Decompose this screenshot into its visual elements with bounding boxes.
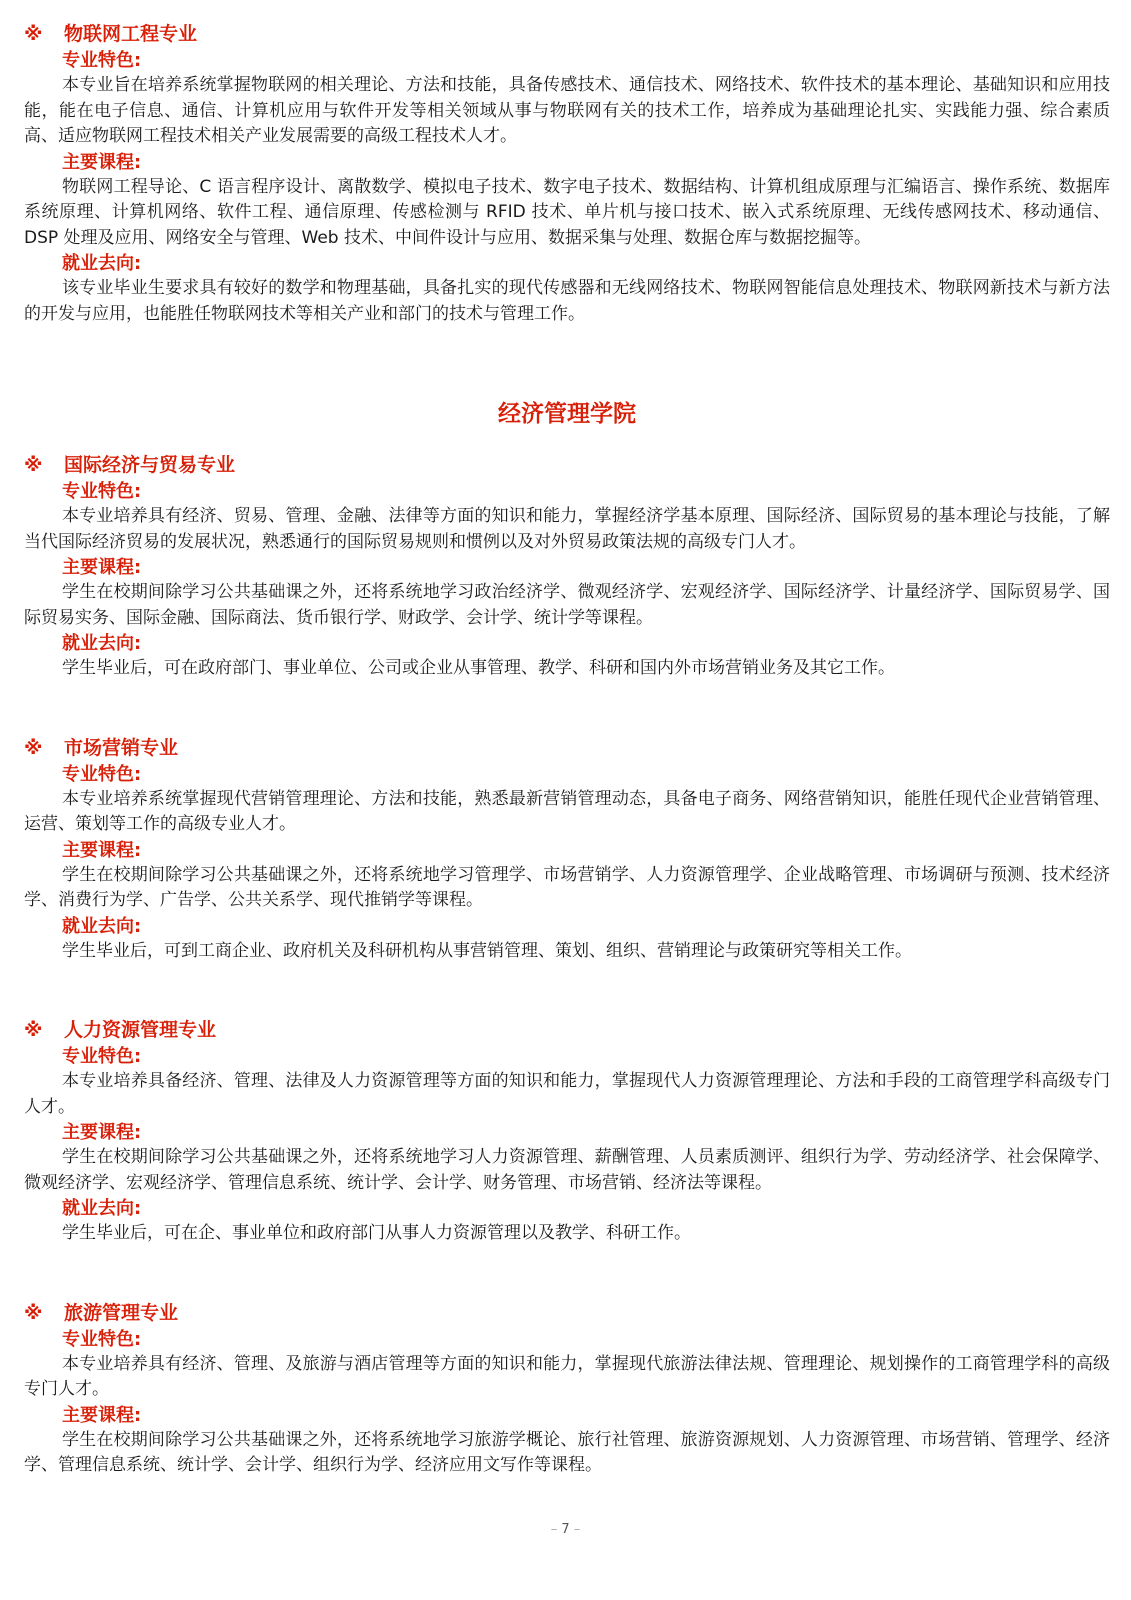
feature-label: 专业特色: [62,1046,142,1067]
career-label: 就业去向: [62,1198,142,1219]
career-text: 学生毕业后，可在政府部门、事业单位、公司或企业从事管理、教学、科研和国内外市场营销业务及其它工作。 [62,658,895,678]
major-name: 国际经济与贸易专业 [64,454,236,476]
career-text: 学生毕业后，可在企、事业单位和政府部门从事人力资源管理以及教学、科研工作。 [62,1223,691,1243]
major-name: 人力资源管理专业 [64,1019,217,1041]
major-title [24,451,1110,479]
courses-text: 学生在校期间除学习公共基础课之外，还将系统地学习旅游学概论、旅行社管理、旅游资源规划、人力资源管理、市场营销、管理学、经济学、管理信息系统、统计学、会计学、组织行为学、经济应用文写作等课程。 [24,1429,1110,1475]
career-label: 就业去向: [62,253,142,274]
major-human-resources [24,1016,1110,1247]
courses-text: 学生在校期间除学习公共基础课之外，还将系统地学习人力资源管理、薪酬管理、人员素质测评、组织行为学、劳动经济学、社会保障学、微观经济学、宏观经济学、管理信息系统、统计学、会计学、财务管理、市场营销、经济法等课程。 [24,1147,1110,1193]
reference-mark: ※ [24,736,43,759]
feature-text: 本专业培养具有经济、贸易、管理、金融、法律等方面的知识和能力，掌握经济学基本原理、国际经济、国际贸易的基本理论与技能，了解当代国际经济贸易的发展状况，熟悉通行的国际贸易规则和惯例以及对外贸易政策法规的高级专门人才。 [24,506,1110,552]
major-name: 物联网工程专业 [64,23,198,45]
feature-text: 本专业培养具有经济、管理、及旅游与酒店管理等方面的知识和能力，掌握现代旅游法律法规、管理理论、规划操作的工商管理学科的高级专门人才。 [24,1353,1110,1399]
courses-text: 学生在校期间除学习公共基础课之外，还将系统地学习政治经济学、微观经济学、宏观经济学、国际经济学、计量经济学、国际贸易学、国际贸易实务、国际金融、国际商法、货币银行学、财政学、会计学、统计学等课程。 [24,582,1110,628]
career-text: 学生毕业后，可到工商企业、政府机关及科研机构从事营销管理、策划、组织、营销理论与政策研究等相关工作。 [62,940,912,961]
major-iot [24,20,1110,327]
major-name: 旅游管理专业 [64,1301,179,1324]
courses-label: 主要课程: [62,1404,142,1426]
feature-text: 本专业培养系统掌握现代营销管理理论、方法和技能，熟悉最新营销管理动态，具备电子商务、网络营销知识，能胜任现代企业营销管理、运营、策划等工作的高级专业人才。 [24,788,1110,834]
document-page [24,20,1110,1479]
major-tourism [24,1299,1110,1479]
page-number [0,1520,1131,1540]
feature-label: 专业特色: [62,50,142,71]
major-name: 市场营销专业 [64,736,179,759]
career-label: 就业去向: [62,633,142,654]
feature-label: 专业特色: [62,481,142,502]
major-international-trade [24,451,1110,682]
courses-label: 主要课程: [62,1122,142,1143]
career-label: 就业去向: [62,915,142,937]
major-marketing [24,734,1110,965]
page-number-dash-right: – [573,1522,581,1537]
reference-mark: ※ [24,23,43,45]
feature-label: 专业特色: [62,1328,142,1350]
courses-text: 学生在校期间除学习公共基础课之外，还将系统地学习管理学、市场营销学、人力资源管理学、企业战略管理、市场调研与预测、技术经济学、消费行为学、广告学、公共关系学、现代推销学等课程。 [24,864,1110,910]
page-number-dash-left: – [550,1522,558,1537]
major-title [24,1299,1110,1327]
courses-text: 物联网工程导论、C 语言程序设计、离散数学、模拟电子技术、数字电子技术、数据结构、计算机组成原理与汇编语言、操作系统、数据库系统原理、计算机网络、软件工程、通信原理、传感检测与 RFID 技术、单片机与接口技术、嵌入式系统原理、无线传感网技术、移动通信、DSP 处理及应用、网络安全与管理、Web 技术、中间件设计与应用、数据采集与处理、数据仓库与数据挖掘等。 [24,176,1110,248]
courses-label: 主要课程: [62,151,142,173]
courses-label: 主要课程: [62,557,142,578]
reference-mark: ※ [24,1019,43,1041]
major-title [24,1016,1110,1044]
major-title [24,20,1110,48]
major-title [24,734,1110,762]
reference-mark: ※ [24,454,43,476]
college-title: 经济管理学院 [498,401,636,427]
feature-label: 专业特色: [62,763,142,785]
courses-label: 主要课程: [62,839,142,861]
career-text: 该专业毕业生要求具有较好的数学和物理基础，具备扎实的现代传感器和无线网络技术、物联网智能信息处理技术、物联网新技术与新方法的开发与应用，也能胜任物联网技术等相关产业和部门的技术与管理工作。 [24,278,1110,324]
page-number-value: 7 [561,1522,570,1537]
feature-text: 本专业旨在培养系统掌握物联网的相关理论、方法和技能，具备传感技术、通信技术、网络技术、软件技术的基本理论、基础知识和应用技能，能在电子信息、通信、计算机应用与软件开发等相关领域从事与物联网有关的技术工作，培养成为基础理论扎实、实践能力强、综合素质高、适应物联网工程技术相关产业发展需要的高级工程技术人才。 [24,75,1110,146]
feature-text: 本专业培养具备经济、管理、法律及人力资源管理等方面的知识和能力，掌握现代人力资源管理理论、方法和手段的工商管理学科高级专门人才。 [24,1071,1110,1117]
reference-mark: ※ [24,1301,43,1324]
